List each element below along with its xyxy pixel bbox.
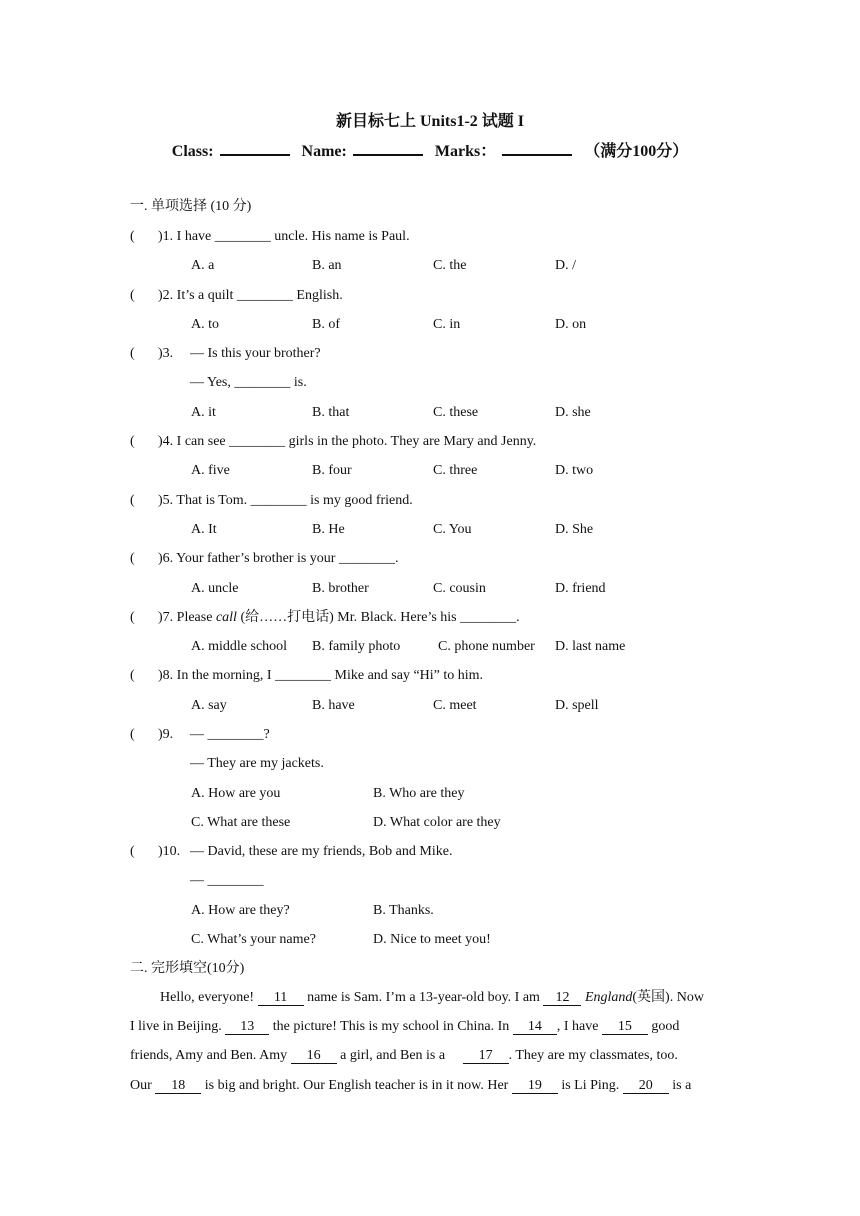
- q10-line2: — ________: [190, 873, 264, 888]
- page-title: 新目标七上 Units1-2 试题 I: [335, 113, 524, 130]
- q8-option-b: B. have: [312, 698, 355, 713]
- blank-18[interactable]: 18: [155, 1078, 201, 1094]
- cloze-text: name is Sam. I’m a 13-year-old boy. I am: [303, 990, 544, 1005]
- cloze-text: . They are my classmates, too.: [508, 1048, 678, 1063]
- q7-option-d: D. last name: [555, 639, 626, 654]
- q3-option-d: D. she: [555, 405, 591, 420]
- q4-option-d: D. two: [555, 463, 594, 478]
- q1-paren[interactable]: (: [130, 229, 135, 244]
- q9-option-a: A. How are you: [191, 786, 281, 801]
- q9-line1: — ________?: [190, 727, 270, 742]
- q7-option-c: C. phone number: [438, 639, 535, 654]
- cloze-line-2: [130, 1018, 733, 1036]
- blank-11[interactable]: 11: [258, 990, 304, 1006]
- cloze-text: , I have: [556, 1019, 602, 1034]
- q5-option-a: A. It: [191, 522, 217, 537]
- q10-option-a: A. How are they?: [191, 903, 290, 918]
- blank-17[interactable]: 17: [463, 1048, 509, 1064]
- q9-option-c: C. What are these: [191, 815, 291, 830]
- q2-option-b: B. of: [312, 317, 340, 332]
- cloze-text: I live in Beijing.: [130, 1019, 226, 1034]
- q3-option-c: C. these: [433, 405, 479, 420]
- q5-option-d: D. She: [555, 522, 594, 537]
- q6-option-d: D. friend: [555, 581, 606, 596]
- q5-paren[interactable]: (: [130, 493, 135, 508]
- q7-call-word: call: [215, 610, 237, 625]
- student-info-line: [0, 138, 860, 161]
- q9-option-d: D. What color are they: [373, 815, 501, 830]
- q1-text: )1. I have ________ uncle. His name is Paul.: [158, 229, 410, 244]
- blank-16[interactable]: 16: [291, 1048, 337, 1064]
- full-score: （满分100分）: [584, 143, 689, 160]
- q8-text: )8. In the morning, I ________ Mike and say “Hi” to him.: [158, 668, 484, 683]
- blank-13[interactable]: 13: [225, 1019, 269, 1035]
- blank-12[interactable]: 12: [543, 990, 581, 1006]
- cloze-line-1: [130, 989, 733, 1007]
- q3-line1: — Is this your brother?: [190, 346, 321, 361]
- cloze-text-italic: England: [584, 990, 633, 1005]
- section1-heading: 一. 单项选择 (10 分): [130, 199, 252, 214]
- q9-option-b: B. Who are they: [373, 786, 465, 801]
- q2-option-d: D. on: [555, 317, 587, 332]
- q7-text: [158, 609, 520, 627]
- q10-paren[interactable]: (: [130, 844, 135, 859]
- cloze-line-4: [130, 1077, 733, 1095]
- q1-option-a: A. a: [191, 258, 215, 273]
- q7-option-b: B. family photo: [312, 639, 401, 654]
- q4-text: )4. I can see ________ girls in the photo. They are Mary and Jenny.: [158, 434, 537, 449]
- q1-option-d: D. /: [555, 258, 576, 273]
- q3-option-a: A. it: [191, 405, 216, 420]
- marks-blank[interactable]: [502, 140, 572, 156]
- cloze-text: Hello, everyone!: [160, 990, 258, 1005]
- q3-text: )3.: [158, 346, 174, 361]
- cloze-line-3: [130, 1047, 733, 1065]
- section2-heading: 二. 完形填空(10分): [130, 961, 245, 976]
- q9-text: )9.: [158, 727, 174, 742]
- q3-option-b: B. that: [312, 405, 350, 420]
- cloze-text: friends, Amy and Ben. Amy: [130, 1048, 291, 1063]
- q8-paren[interactable]: (: [130, 668, 135, 683]
- q5-option-c: C. You: [433, 522, 472, 537]
- class-blank[interactable]: [220, 140, 290, 156]
- cloze-text: a girl, and Ben is a: [336, 1048, 449, 1063]
- q7-text-b: (给……打电话) Mr. Black. Here’s his ________.: [236, 610, 520, 625]
- cloze-text: is a: [668, 1078, 692, 1093]
- cloze-text: the picture! This is my school in China. In: [269, 1019, 513, 1034]
- blank-19[interactable]: 19: [512, 1078, 558, 1094]
- blank-14[interactable]: 14: [513, 1019, 557, 1035]
- q2-option-a: A. to: [191, 317, 219, 332]
- cloze-text: Our: [130, 1078, 156, 1093]
- q6-option-c: C. cousin: [433, 581, 486, 596]
- q4-option-a: A. five: [191, 463, 230, 478]
- class-label: Class:: [171, 143, 214, 160]
- q10-option-b: B. Thanks.: [373, 903, 434, 918]
- q10-option-c: C. What’s your name?: [191, 932, 316, 947]
- q10-line1: — David, these are my friends, Bob and Mike.: [190, 844, 453, 859]
- q2-paren[interactable]: (: [130, 288, 135, 303]
- blank-20[interactable]: 20: [623, 1078, 669, 1094]
- q3-line2: — Yes, ________ is.: [190, 375, 307, 390]
- q6-option-b: B. brother: [312, 581, 369, 596]
- q1-option-b: B. an: [312, 258, 342, 273]
- q4-option-b: B. four: [312, 463, 352, 478]
- q6-text: )6. Your father’s brother is your ________.: [158, 551, 399, 566]
- name-label: Name:: [301, 143, 347, 160]
- q5-option-b: B. He: [312, 522, 345, 537]
- cloze-text: is Li Ping.: [557, 1078, 623, 1093]
- q3-paren[interactable]: (: [130, 346, 135, 361]
- q1-option-c: C. the: [433, 258, 467, 273]
- q7-paren[interactable]: (: [130, 610, 135, 625]
- q9-line2: — They are my jackets.: [190, 756, 324, 771]
- cloze-text: is big and bright. Our English teacher is in it now. Her: [201, 1078, 512, 1093]
- q4-paren[interactable]: (: [130, 434, 135, 449]
- cloze-text: good: [647, 1019, 680, 1034]
- q6-paren[interactable]: (: [130, 551, 135, 566]
- q10-text: )10.: [158, 844, 181, 859]
- q2-text: )2. It’s a quilt ________ English.: [158, 288, 343, 303]
- q8-option-c: C. meet: [433, 698, 477, 713]
- q8-option-a: A. say: [191, 698, 227, 713]
- marks-label: Marks：: [434, 143, 497, 160]
- name-blank[interactable]: [353, 140, 423, 156]
- q5-text: )5. That is Tom. ________ is my good friend.: [158, 493, 413, 508]
- q7-text-a: )7. Please: [158, 610, 216, 625]
- blank-15[interactable]: 15: [602, 1019, 648, 1035]
- q6-option-a: A. uncle: [191, 581, 239, 596]
- q10-option-d: D. Nice to meet you!: [373, 932, 491, 947]
- q8-option-d: D. spell: [555, 698, 599, 713]
- q9-paren[interactable]: (: [130, 727, 135, 742]
- cloze-text: (英国). Now: [632, 990, 704, 1005]
- q7-option-a: A. middle school: [191, 639, 288, 654]
- q4-option-c: C. three: [433, 463, 478, 478]
- q2-option-c: C. in: [433, 317, 461, 332]
